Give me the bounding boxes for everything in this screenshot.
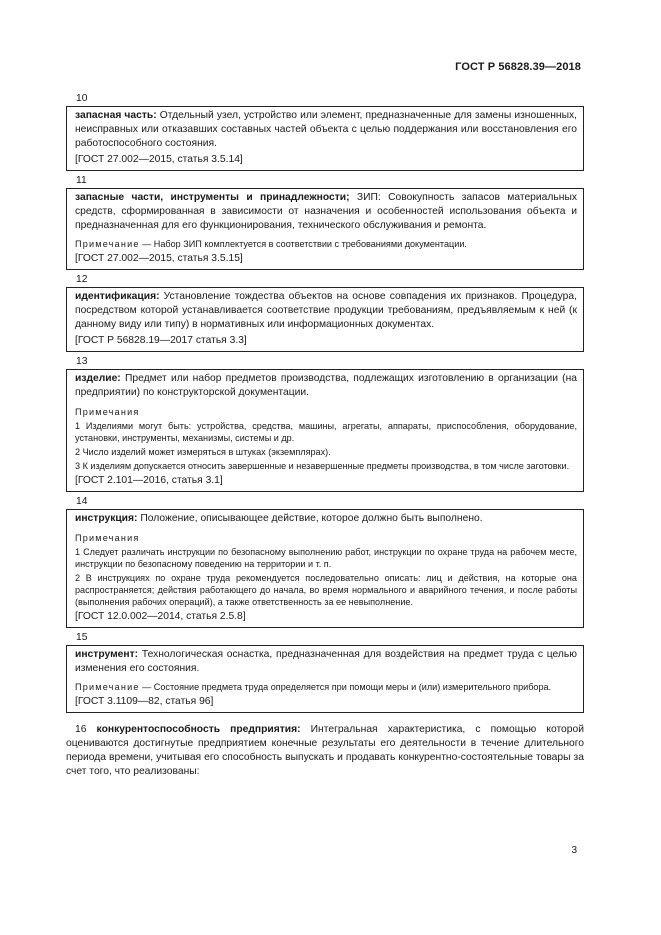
note-label: Примечание [75, 682, 140, 692]
definition [75, 191, 577, 233]
note [75, 238, 577, 250]
definition-text: Положение, описывающее действие, которое должно быть выполнено. [137, 513, 483, 524]
definition-text: Установление тождества объектов на основе совпадения их признаков. Процедура, посредством которой устанавливается соответствие продукции требованиям, предъявляемым к ней (к данному виду или типу) в нормативных или информационных документах. [75, 291, 577, 330]
note-text: — Состояние предмета труда определяется при помощи меры и (или) измерительного прибора. [139, 682, 552, 692]
note-item: 1 Следует различать инструкции по безопасному выполнению работ, инструкции по охране труда на рабочем месте, инструкции по безопасному поведению на территории и т. п. [75, 547, 577, 569]
term-box-12 [66, 287, 584, 352]
term-box-11 [66, 188, 584, 270]
term-box-13 [66, 369, 584, 492]
term-box-14 [66, 509, 584, 628]
entry-number: 14 [76, 496, 88, 507]
reference: [ГОСТ 12.0.002—2014, статья 2.5.8] [75, 611, 246, 622]
definition [75, 372, 577, 400]
definition-text: ЗИП: Совокупность запасов материальных средств, сформированная в зависимости от назначения и особенностей использования объекта и предназначенная для его функционирования, технического обслуживания и ремонта. [75, 192, 577, 231]
entry-number: 16 [75, 724, 87, 735]
note-item: 2 Число изделий может измеряться в штуках (экземплярах). [75, 447, 331, 457]
notes-label: Примечания [75, 533, 140, 543]
term-box-10 [66, 106, 584, 171]
definition [75, 290, 577, 332]
final-paragraph [66, 723, 584, 779]
term: конкурентоспособность предприятия: [96, 724, 301, 735]
definition-text: Технологическая оснастка, предназначенная для воздействия на предмет труда с целью изменения его состояния. [75, 649, 577, 674]
term-box-15 [66, 645, 584, 713]
reference: [ГОСТ 2.101—2016, статья 3.1] [75, 475, 223, 486]
reference: [ГОСТ 27.002—2015, статья 3.5.15] [75, 253, 243, 264]
reference: [ГОСТ 27.002—2015, статья 3.5.14] [75, 154, 243, 165]
definition [75, 109, 577, 151]
entry-number: 13 [76, 356, 88, 367]
term: запасные части, инструменты и принадлежности; [75, 192, 350, 203]
definition [75, 512, 577, 526]
note-item: 3 К изделиям допускается относить завершенные и незавершенные предметы производства, в том числе заготовки. [75, 461, 570, 471]
entry-number: 15 [76, 632, 88, 643]
entry-number: 11 [76, 175, 87, 186]
note-text: — Набор ЗИП комплектуется в соответствии с требованиями документации. [139, 239, 467, 249]
note-item: 2 В инструкциях по охране труда рекомендуется последовательно описать: лиц и действия, на которые она распространяется; действия работающего до начала, во время нормального и аварийного течения, и после работы (выполнения рабочих операций), а также ответственность за ее невыполнение. [75, 573, 577, 607]
document-header: ГОСТ Р 56828.39—2018 [455, 61, 581, 73]
term: идентификация: [75, 291, 160, 302]
term: инструмент: [75, 649, 139, 660]
note-item: 1 Изделиями могут быть: устройства, средства, машины, агрегаты, аппараты, приспособления, оборудование, установки, инструменты, механизмы, системы и др. [75, 421, 577, 443]
definition-text: Отдельный узел, устройство или элемент, предназначенные для замены изношенных, неисправных или отказавших составных частей объекта с целью поддержания или восстановления его работоспособного состояния. [75, 110, 577, 149]
term: изделие: [75, 373, 121, 384]
reference: [ГОСТ Р 56828.19—2017 статья 3.3] [75, 335, 247, 346]
term: запасная часть: [75, 110, 157, 121]
entry-number: 10 [76, 93, 88, 104]
entry-number: 12 [76, 274, 88, 285]
notes-label: Примечания [75, 407, 140, 417]
definition-text: Предмет или набор предметов производства, подлежащих изготовлению в организации (на предприятии) по конструкторской документации. [75, 373, 577, 398]
note-label: Примечание [75, 239, 140, 249]
definition-text: Интегральная характеристика, с помощью которой оцениваются достигнутые предприятием конечные результаты его деятельности в течение длительного периода времени, учитывая его способность выпускать и продавать конкурентно-состоятельные товары за счет того, что реализованы: [66, 724, 584, 777]
term: инструкция: [75, 513, 138, 524]
page-number: 3 [571, 845, 577, 856]
note [75, 681, 577, 693]
document-body [66, 91, 584, 789]
reference: [ГОСТ 3.1109—82, статья 96] [75, 696, 214, 707]
definition [75, 648, 577, 676]
